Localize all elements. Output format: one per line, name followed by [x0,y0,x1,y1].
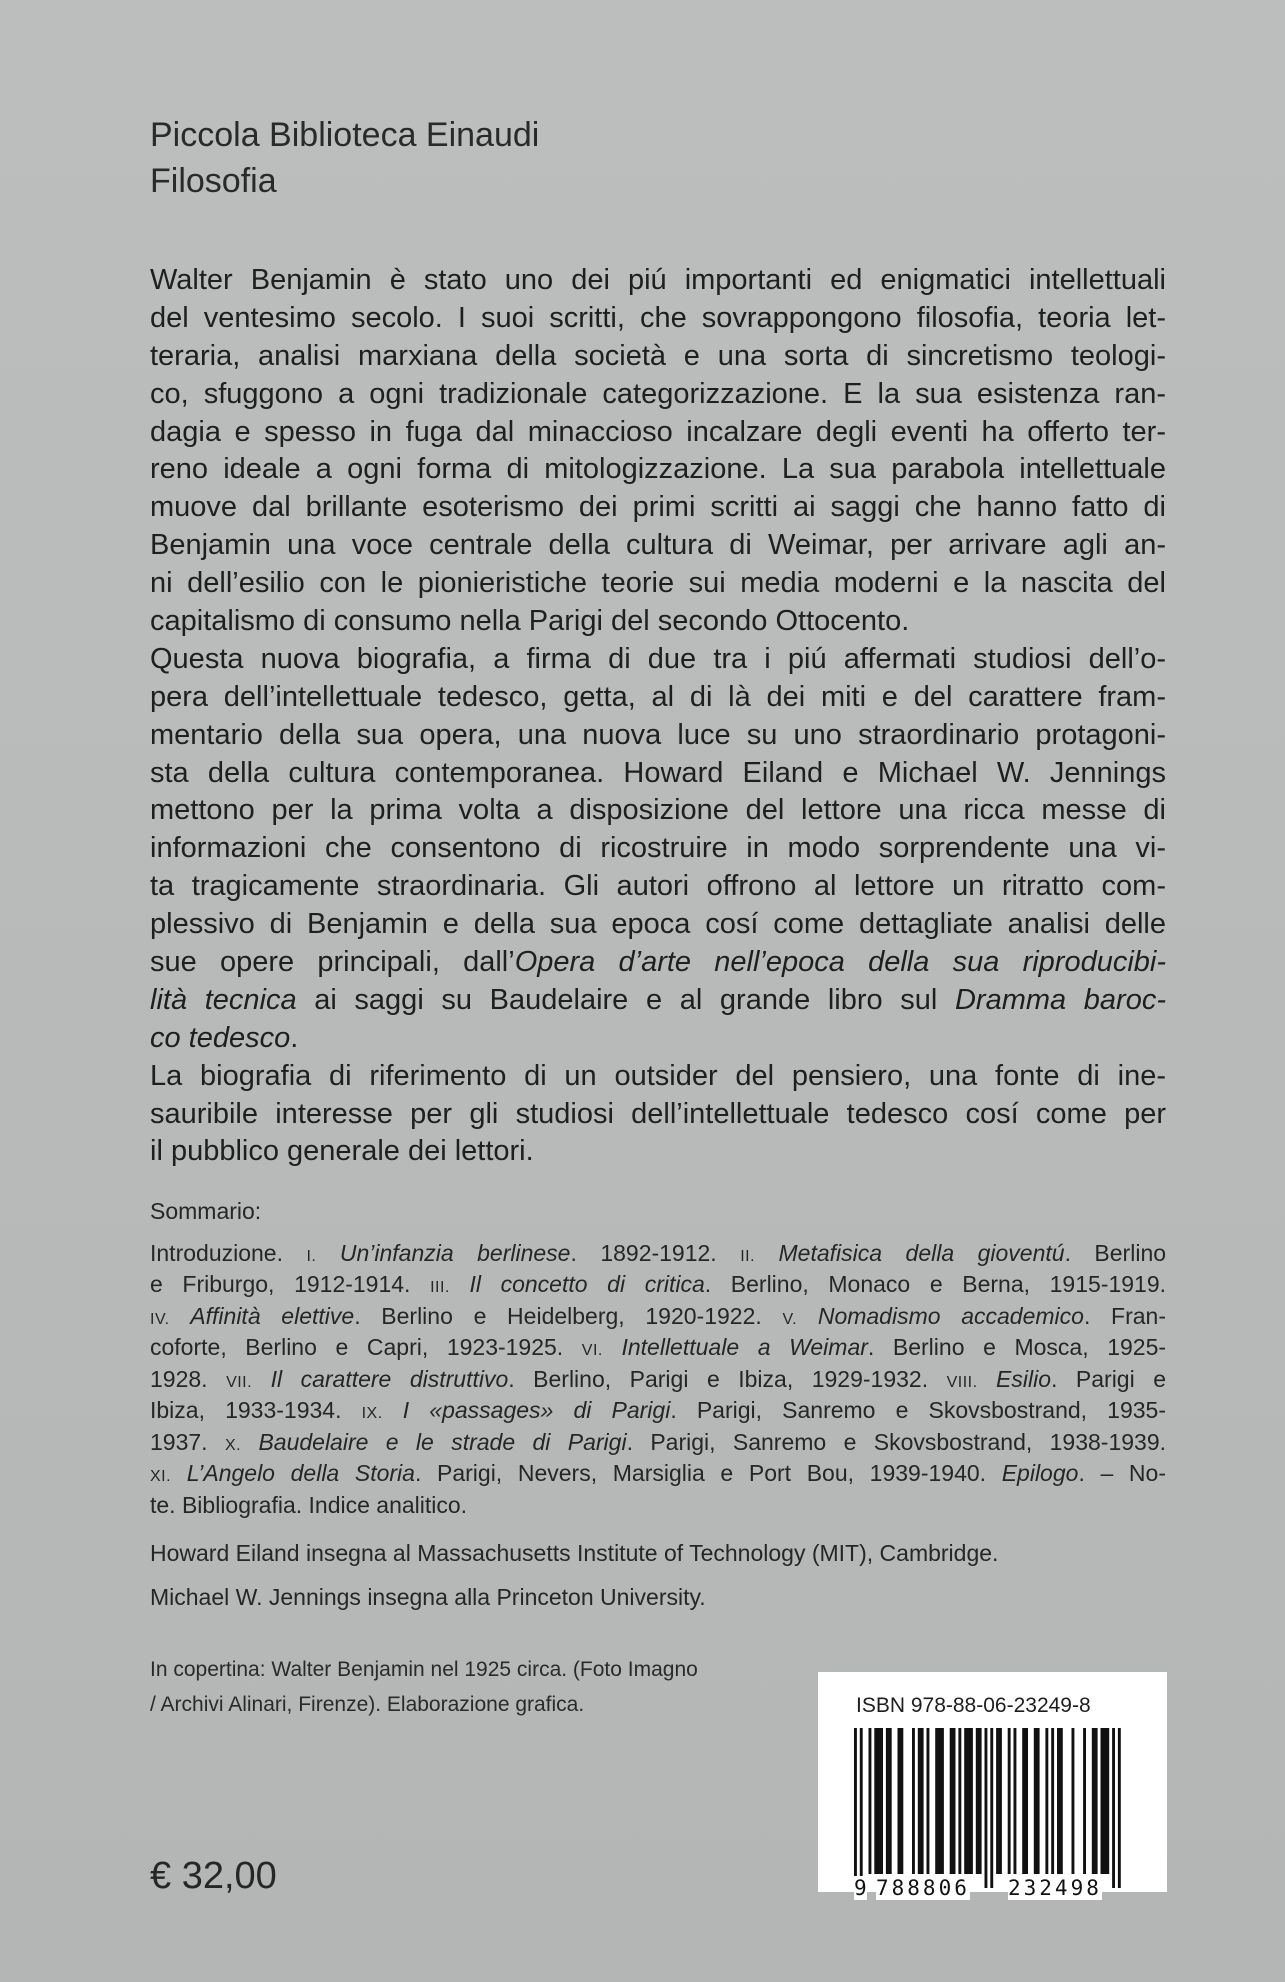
blurb-line [150,414,1166,452]
text-run: La biografia di riferimento di un outsider del pensiero, una fonte di ine- [150,1059,1166,1092]
barcode-bar [912,1728,915,1874]
italic-title: Intellettuale a Weimar [621,1334,868,1360]
text-run: . Berlino, Parigi e Ibiza, 1929-1932. [508,1365,947,1392]
text-run: ai saggi su Baudelaire e al grande libro sul [296,983,955,1016]
summary-line [150,1301,1166,1333]
text-run: . Parigi, Sanremo e Skovsbostrand, 1935- [670,1397,1166,1423]
summary-line [150,1332,1166,1364]
barcode-bar [1057,1728,1063,1874]
author-note-jennings: Michael W. Jennings insegna alla Princeton University. [150,1584,706,1610]
italic-title: lità tecnica [150,983,297,1016]
barcode-bar [958,1728,961,1874]
barcode-bar [886,1728,892,1874]
text-run: coforte, Berlino e Capri, 1923-1925. [150,1334,582,1360]
text-run: mettono per la prima volta a disposizione del lettore una ricca messe di [150,794,1166,827]
barcode-bar [854,1728,857,1888]
text-run: V. [782,1310,798,1328]
blurb-line [150,489,1166,527]
barcode-bar [860,1728,863,1888]
barcode-bar [976,1728,982,1874]
text-run [603,1334,622,1360]
barcode-left-digits: 788806 [876,1876,970,1900]
text-run: dagia e spesso in fuga dal minaccioso incalzare degli eventi ha offerto ter- [150,415,1166,448]
barcode-bar [1022,1728,1028,1874]
author-note-eiland: Howard Eiland insegna al Massachusetts Institute of Technology (MIT), Cambridge. [150,1540,999,1566]
blurb-text [150,262,1166,1171]
barcode-bar [990,1728,993,1888]
blurb-line [150,1133,1166,1171]
blurb-line [150,338,1166,376]
text-run: . Parigi, Nevers, Marsiglia e Port Bou, 1939-1940. [414,1460,1002,1486]
text-run: 1937. [150,1428,225,1455]
text-run: Benjamin una voce centrale della cultura di Weimar, per arrivare agli an- [150,529,1166,562]
isbn-label: ISBN 978-88-06-23249-8 [856,1694,1091,1717]
barcode-bar [985,1728,988,1888]
text-run: X. [224,1436,242,1454]
text-run: VII. [226,1373,253,1391]
series-info [150,112,539,204]
text-run: pera dell’intellettuale tedesco, getta, al di là dei miti e del carattere fram- [150,680,1166,713]
barcode-bar [918,1728,924,1874]
barcode-first-digit: 9 [854,1876,867,1900]
blurb-line [150,906,1166,944]
isbn-barcode [818,1672,1167,1900]
text-run: muove dal brillante esoterismo dei primi scritti ai saggi che hanno fatto di [150,491,1166,524]
blurb-line [150,603,1166,641]
blurb-line [150,641,1166,679]
text-run: . – No- [1078,1460,1166,1486]
text-run: Introduzione. [150,1239,307,1266]
italic-title: Esilio [996,1365,1052,1392]
text-run: III. [430,1279,450,1296]
text-run: ta tragicamente straordinaria. Gli autori offrono al lettore un ritratto com- [150,870,1166,903]
text-run: del ventesimo secolo. I suoi scritti, che sovrappongono filosofia, teoria let- [150,301,1166,334]
blurb-line [150,262,1166,300]
text-run: IX. [361,1405,383,1422]
italic-title: co tedesco [150,1021,291,1054]
text-run: reno ideale a ogni forma di mitologizzazione. La sua parabola intellettuale [150,453,1166,486]
text-run: VIII. [946,1373,978,1391]
blurb-line [150,300,1166,338]
series-collection: Piccola Biblioteca Einaudi [150,116,540,154]
blurb-line [150,565,1166,603]
barcode-bar [1051,1728,1054,1874]
blurb-line [150,868,1166,906]
blurb-line [150,717,1166,755]
text-run [252,1366,271,1392]
text-run: XI. [150,1468,172,1485]
summary-line [150,1490,1166,1522]
summary-line [150,1395,1166,1427]
blurb-line [150,376,1166,414]
barcode-bar [1092,1728,1098,1874]
text-run: teraria, analisi marxiana della società e una sorta di sincretismo teologi- [150,339,1166,372]
barcode-bar [1008,1728,1011,1874]
italic-title: Dramma baroc- [954,983,1166,1016]
text-run: plessivo di Benjamin e della sua epoca cosí come dettagliate analisi delle [150,908,1166,941]
table-of-contents [150,1196,1166,1521]
cover-credit-line: In copertina: Walter Benjamin nel 1925 circa. (Foto Imagno [150,1658,698,1681]
blurb-line [150,830,1166,868]
text-run: II. [740,1247,756,1265]
barcode-bar [1101,1728,1110,1874]
italic-title: Il concetto di critica [469,1271,705,1297]
barcode-bar [869,1728,872,1874]
text-run: . 1892-1912. [570,1239,741,1266]
text-run: Walter Benjamin è stato uno dei piú importanti ed enigmatici intellettuali [150,264,1166,296]
summary-line [150,1238,1166,1270]
text-run: sauribile interesse per gli studiosi dell’intellettuale tedesco cosí come per [150,1097,1166,1130]
barcode-bar [1112,1728,1115,1888]
barcode-bar [1072,1728,1075,1874]
text-run: mentario della sua opera, una nuova luce su uno straordinario protagoni- [150,718,1166,751]
blurb-line [150,792,1166,830]
italic-title: Metafisica della gioventú [778,1239,1065,1266]
text-run [170,1303,191,1329]
blurb-line [150,1020,1166,1058]
summary-body [150,1238,1166,1522]
text-run: il pubblico generale dei lettori. [150,1135,534,1168]
barcode-right-digits: 232498 [1008,1876,1102,1900]
text-run: . Berlino [1064,1239,1167,1266]
barcode-bar [1083,1728,1086,1874]
barcode-bar [1045,1728,1048,1874]
cover-credit [150,1652,698,1722]
italic-title: Il carattere distruttivo [270,1365,509,1392]
blurb-line [150,527,1166,565]
italic-title: Nomadismo accademico [817,1302,1084,1329]
text-run: informazioni che consentono di ricostruire in modo sorprendente una vi- [150,832,1166,865]
text-run [755,1240,778,1266]
italic-title: Opera d’arte nell’epoca della sua riproducibi- [514,946,1167,979]
series-section: Filosofia [150,162,277,200]
summary-line [150,1269,1166,1301]
barcode-bar [996,1728,1002,1874]
text-run: VI. [581,1342,603,1359]
blurb-line [150,451,1166,489]
italic-title: I «passages» di Parigi [402,1397,671,1423]
text-run: 1928. [150,1365,227,1392]
text-run [450,1271,470,1297]
text-run: te. Bibliografia. Indice analitico. [150,1491,468,1518]
italic-title: Baudelaire e le strade di Parigi [258,1428,627,1455]
barcode-bars [854,1728,1134,1898]
summary-line [150,1427,1166,1459]
text-run: . Parigi e [1051,1365,1166,1392]
price: € 32,00 [150,1855,277,1897]
text-run: co, sfuggono a ogni tradizionale categorizzazione. E la sua esistenza ran- [150,377,1166,410]
text-run: I. [306,1247,317,1265]
blurb-line [150,1058,1166,1096]
summary-line [150,1364,1166,1396]
summary-line [150,1458,1166,1490]
text-run: . Berlino e Heidelberg, 1920-1922. [354,1302,783,1329]
text-run: sta della cultura contemporanea. Howard Eiland e Michael W. Jennings [150,756,1166,789]
blurb-line [150,982,1166,1020]
text-run: sue opere principali, dall’ [150,946,515,979]
barcode-bar [898,1728,904,1874]
text-run [316,1240,339,1266]
blurb-line [150,679,1166,717]
text-run: IV. [150,1310,170,1328]
text-run: . Berlino e Mosca, 1925- [867,1334,1167,1360]
barcode-bar [1118,1728,1121,1888]
italic-title: Affinità elettive [190,1302,355,1329]
author-notes [150,1531,998,1619]
barcode-bar [1014,1728,1017,1874]
text-run: . Berlino, Monaco e Berna, 1915-1919. [704,1271,1166,1297]
italic-title: Un’infanzia berlinese [339,1239,571,1266]
italic-title: Epilogo [1001,1460,1079,1486]
italic-title: L’Angelo della Storia [186,1460,415,1486]
barcode-bar [874,1728,883,1874]
text-run: Questa nuova biografia, a firma di due tra i piú affermati studiosi dell’o- [150,642,1166,675]
barcode-bar [1034,1728,1040,1874]
text-run: . [290,1021,299,1054]
text-run: e Friburgo, 1912-1914. [150,1271,431,1297]
text-run: . Parigi, Sanremo e Skovsbostrand, 1938-1939. [626,1428,1167,1455]
barcode-bar [964,1728,973,1874]
text-run [383,1397,403,1423]
text-run: . Fran- [1083,1302,1167,1329]
text-run: capitalismo di consumo nella Parigi del secondo Ottocento. [150,605,910,638]
blurb-line [150,1096,1166,1134]
text-run [171,1460,187,1486]
text-run [241,1429,258,1455]
barcode-bar [950,1728,956,1874]
text-run: ni dell’esilio con le pionieristiche teorie sui media moderni e la nascita del [150,567,1166,600]
cover-credit-line: / Archivi Alinari, Firenze). Elaborazione grafica. [150,1693,585,1716]
text-run: Ibiza, 1933-1934. [150,1397,362,1423]
text-run [978,1366,997,1392]
barcode-bar [935,1728,944,1874]
blurb-line [150,944,1166,982]
blurb-line [150,755,1166,793]
barcode-bar [927,1728,930,1874]
text-run [797,1303,818,1329]
summary-heading: Sommario: [150,1198,262,1224]
